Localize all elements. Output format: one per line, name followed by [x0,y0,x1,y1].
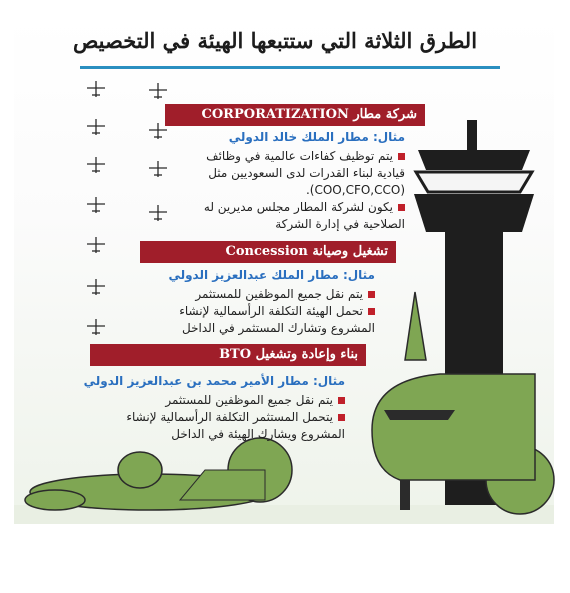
airplane-icon [86,156,106,174]
section-2-example: مثال: مطار الملك عبدالعزيز الدولي [168,268,375,282]
section-3-example: مثال: مطار الأمير محمد بن عبدالعزيز الدولي [83,374,345,388]
section-1-example: مثال: مطار الملك خالد الدولي [228,130,405,144]
section-3-bullet-2: يتحمل المستثمر التكلفة الرأسمالية لإنشاء [60,409,345,426]
airplane-icon [148,204,168,222]
section-1-bullet-1-cont: قيادية لبناء القدرات لدى السعوديين مثل [208,166,405,180]
airplane-icon [86,278,106,296]
page-title: الطرق الثلاثة التي ستتبعها الهيئة في التخصيص [72,28,478,53]
section-2-bullet-2: تحمل الهيئة التكلفة الرأسمالية لإنشاء [140,303,375,320]
section-1-heading: شركة مطار CORPORATIZATION [165,104,425,126]
title-underline [80,66,500,69]
airplane-icon [86,318,106,336]
section-3-bullet-2-cont: المشروع ويشارك الهيئة في الداخل [171,427,345,441]
section-2-bullet-1: يتم نقل جميع الموظفين للمستثمر [140,286,375,303]
section-3-bullet-1: يتم نقل جميع الموظفين للمستثمر [60,392,345,409]
section-1-bullet-1: يتم توظيف كفاءات عالمية في وظائف [140,148,405,165]
airplane-icon [86,80,106,98]
section-1-bullet-2-cont: الصلاحية في إدارة الشركة [275,217,405,231]
section-3-heading: بناء وإعادة وتشغيل BTO [90,344,366,366]
airplane-icon [86,236,106,254]
section-1-bullet-2: يكون لشركة المطار مجلس مديرين له [140,199,405,216]
section-2-heading: تشغيل وصيانة Concession [140,241,396,263]
airplane-icon [148,160,168,178]
airplane-icon [148,122,168,140]
section-2-bullet-2-cont: المشروع وتشارك المستثمر في الداخل [182,321,375,335]
airplane-icon [86,118,106,136]
airplane-icon [148,82,168,100]
airplane-icon [86,196,106,214]
section-1-bullet-1-cont2: (COO,CFO,CCO). [305,183,405,197]
